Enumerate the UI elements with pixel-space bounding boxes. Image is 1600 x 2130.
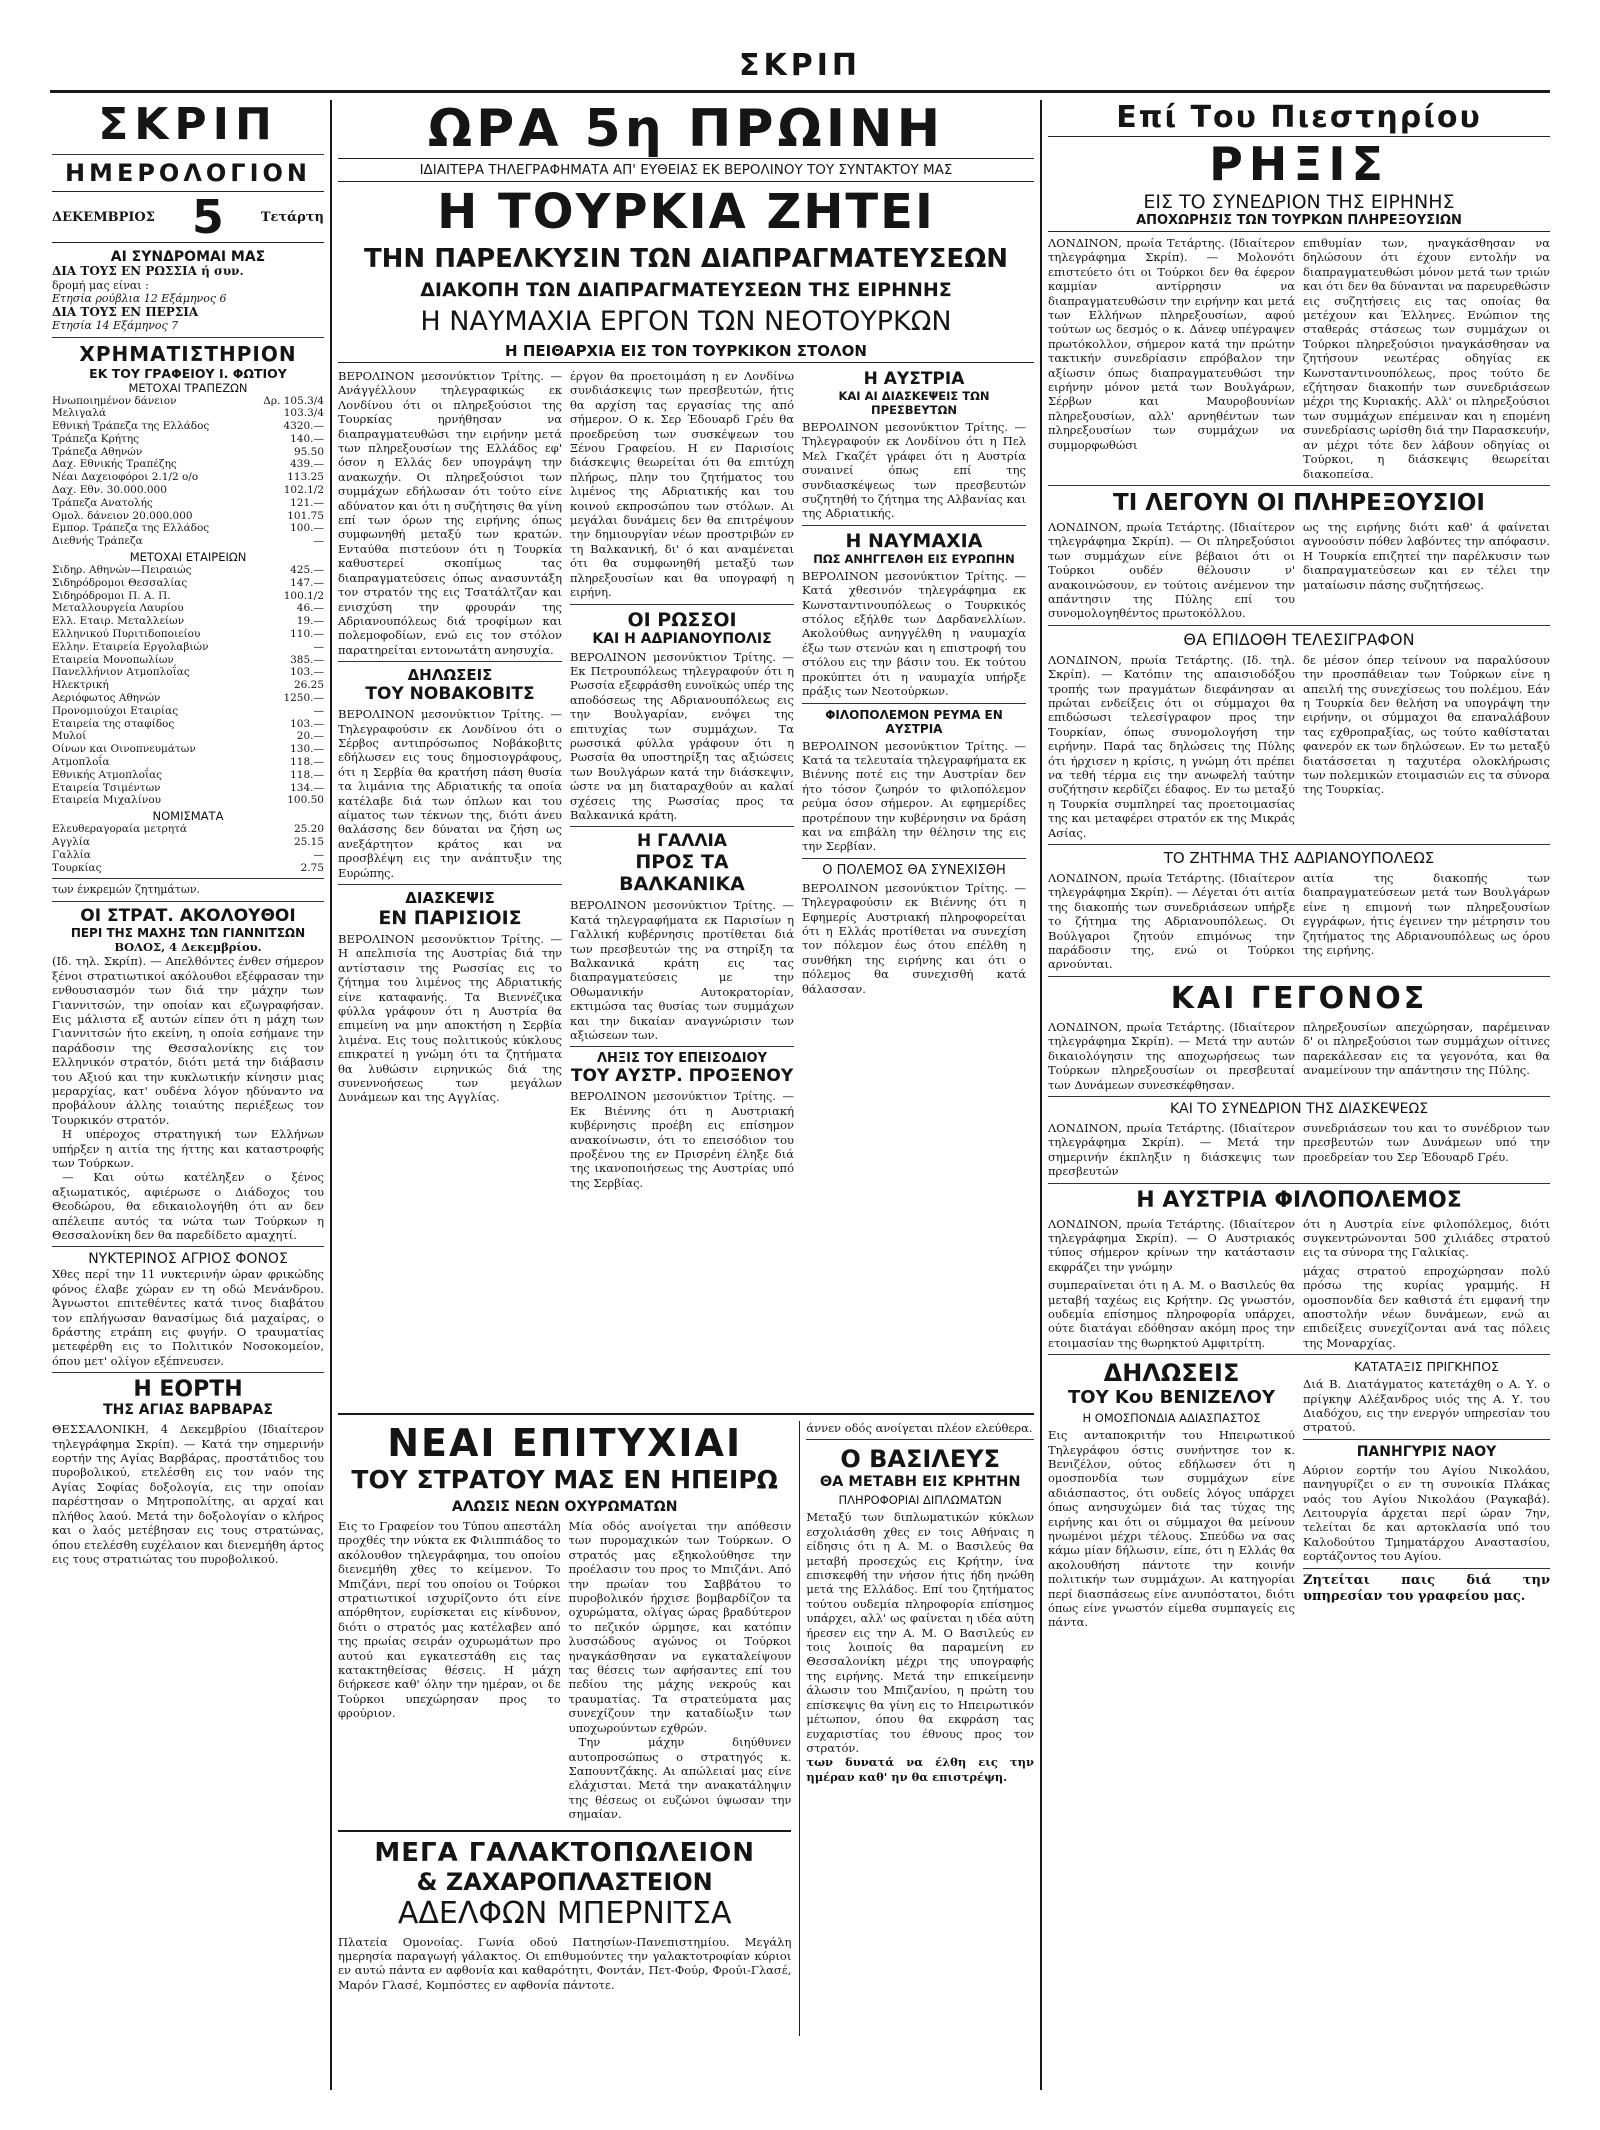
army-title: ΟΙ ΣΤΡΑΤ. ΑΚΟΛΟΥΘΟΙ [80, 905, 296, 926]
table-row: Διεθνής Τράπεζα — [52, 535, 324, 548]
headline-turkey: Η ΤΟΥΡΚΙΑ ΖΗΤΕΙ [437, 184, 935, 240]
ad-body: Πλατεία Ομονοίας. Γωνία οδού Πατησίων-Πανεπιστημίου. Μεγάλη ημερησία παραγωγή γάλακτος. Οι επιθυμούντες την γαλακτοτροφίαν κύριοι εν αυτώ πάντα εν αφθονία και καθαρότητι, Φοντάν, Πετ-Φούρ, Φρούι-Γλασέ, Μαρόν Γλασέ, Κομπόστες εν αφθονία πάντοτε. [338, 1934, 792, 1992]
ultimatum-title: ΘΑ ΕΠΙΔΟΘΗ ΤΕΛΕΣΙΓΡΑΦΟΝ [1183, 629, 1415, 649]
exchange-banks-table [52, 395, 324, 549]
lead-body-1: ΒΕΡΟΛΙΝΟΝ μεσονύκτιον Τρίτης. — Ανάγγέλλουν τηλεγραφικώς εκ Λονδίνου ότι οι πληρεξούσιοι της Τουρκίας ηρνήθησαν να διαπραγματευθώσι την ειρήνην μετά των πληρεξουσίων της Ελλάδος εφ' όσον η Ελλάς δεν υπογράψη την ανακωχήν. Οι πληρεξούσιοι των συμμάχων εδήλωσαν ότι τούτο είνε αδύνατον και ότι η συζήτησις θα γίνη επί των όρων της ειρήνης όπως συμφωνηθή μεταξύ των κρατών. Ενταύθα πιστεύουν ότι η Τουρκία καθυστερεί σκοπίμως τας διαπραγματεύσεις όπως ανασυντάξη τον στρατόν της εις Τσατάλτζαν και ενισχύση την φρουράν της Αδριανουπόλεως διά τροφίμων και πολεμοφοδίων, ενώ εις τον στόλον παρατηρείται εντονωτάτη ανησυχία. [338, 369, 562, 657]
running-head: ΣΚΡΙΠ [739, 48, 861, 83]
table-row: Ηνωποιημένον δάνειον Δρ. 105.3/4 [52, 394, 324, 407]
calendar-title: ΗΜΕΡΟΛΟΓΙΟΝ [64, 159, 312, 187]
table-row: Τράπεζα Κρήτης 140.— [52, 432, 324, 445]
austria-warlike-body-3: συμπεραίνεται ότι η Α. Μ. ο Βασιλεύς θα μεταβή ταχέως εις Κρήτην. Ως γνωστόν, ουδεμία επίσημος πληροφορία υπάρχει, ούτε διατάγαι εδόθησαν ακόμη προς την ετοιμασίαν της θωρηκτού Αμφιτρίτη. [1048, 1278, 1295, 1350]
calendar-date [52, 191, 324, 243]
lower-right [1048, 1359, 1550, 1630]
exchange-office: ΕΚ ΤΟΥ ΓΡΑΦΕΙΟΥ Ι. ΦΩΤΙΟΥ [89, 365, 287, 381]
date-weekday: Τετάρτη [260, 209, 324, 225]
epirus-title: ΝΕΑΙ ΕΠΙΤΥΧΙΑΙ [387, 1421, 743, 1465]
naval-subtitle: ΠΩΣ ΑΝΗΓΓΕΛΘΗ ΕΙΣ ΕΥΡΩΠΗΝ [813, 551, 1015, 566]
main-subcolumn-2 [570, 369, 794, 1409]
headline-naval: Η ΝΑΥΜΑΧΙΑ ΕΡΓΟΝ ΤΩΝ ΝΕΟΤΟΥΡΚΩΝ [420, 306, 952, 337]
table-row: Ελλην. Εταιρεία Εργολαβιών — [52, 640, 324, 653]
main-subcolumns [338, 369, 1034, 1409]
subscriptions-persia-2: Ετησία 14 Εξάμηνος 7 [52, 319, 179, 332]
rupture-columns [1048, 236, 1550, 481]
epirus-rule [338, 1413, 1034, 1415]
russia-subtitle: ΚΑΙ Η ΑΔΡΙΑΝΟΥΠΟΛΙΣ [592, 630, 772, 647]
epirus-subtitle: ΑΛΩΣΙΣ ΝΕΩΝ ΟΧΥΡΩΜΑΤΩΝ [451, 1499, 678, 1515]
event-columns [1048, 1020, 1550, 1092]
consul-body: ΒΕΡΟΛΙΝΟΝ μεσονύκτιον Τρίτης. — Εκ Βιέννης ότι η Αυστριακή κυβέρνησις προέβη εις επίσημον ανακοίνωσιν, ότι το επεισόδιον του προξένου της εν Πρισρένη έληξε διά της ικανοποιήσεως της Αυστρίας υπό της Σερβίας. [570, 1089, 794, 1190]
adrianople-body-2: αιτία της διακοπής των διαπραγματεύσεων μετά των Βουλγάρων είνε η επιμονή των πληρεξουσίων εγγράφων, ήτις έγεινεν την μέτρησιν του ζητήματος της Αδριανουπόλεως ως όρου της ειρήνης. [1303, 871, 1550, 958]
table-row: Δαχ. Εθν. 30.000.000 102.1/2 [52, 484, 324, 497]
venizelos-body: Εις ανταποκριτήν του Ηπειρωτικού Τηλεγράφου όστις συνήντησε τον κ. Βενιζέλον, ούτος εδήλωσεν ότι η ομοσπονδία των συμμάχων είνε αδιάσπαστος, ότι ουδείς λόγος υπάρχει όπως ανησυχώμεν διά τας τύχας της ειρήνης και ότι οι σύμμαχοι θα μείνουν ηνωμένοι μέχρι τέλους. Σπεύδω να σας κάμω μίαν δήλωσιν, είπε, ότι η Ελλάς θα ακολουθήση πάντοτε την κοινήν πολιτικήν των συμμάχων. Αι κατηγορίαι περί διασπάσεως είνε ανυπόστατοι, διότι όπως είνε γνωστόν είμεθα συμπαγείς εις πάντα. [1048, 1428, 1295, 1630]
ultimatum-columns [1048, 653, 1550, 840]
table-row: Σιδηρ. Αθηνών—Πειραιώς 425.— [52, 564, 324, 577]
army-body: (Ιδ. τηλ. Σκρίπ). — Απελθόντες ένθεν σήμερον ξένοι στρατιωτικοί ακόλουθοι εξέφρασαν την ενθουσιασμόν των διά την μάχην των Γιαννιτσών, την οποίαν και εζωγραφήσαν. Εις μάλιστα εξ αυτών είπεν ότι η μάχη των Γιαννιτσών ήτο εκείνη, η οποία εσήμανε την παράδοσιν της Θεσσαλονίκης εις τον Ελληνικόν στρατόν, διότι μετά την διάβασιν του Αξιού και την κυκλωτικήν κίνησιν μιας μεραρχίας, κατ' ουδένα λόγον ηδύναντο να προβάλουν άλλης τοιαύτης περιέξεως τον Τουρκικόν στρατόν. [52, 954, 324, 1127]
plenipotentiaries-body-1: ΛΟΝΔΙΝΟΝ, πρωία Τετάρτης. (Ιδιαίτερον τηλεγράφημα Σκρίπ). — Οι πληρεξούσιοι των συμμάχων είνε βέβαιοι ότι οι Τούρκοι ουδέν θέλουσιν ν' ανακοινώσουν, εν τούτοις ανέμενον την απάντησιν της Πύλης επί του συνομολογηθέντος πρωτοκόλλου. [1048, 519, 1295, 621]
army-body-2: Η υπέροχος στρατηγική των Ελλήνων υπήρξεν η αιτία της ήττης και καταστροφής των Τούρκων. [52, 1127, 324, 1170]
footer-notice: Ζητείται παις διά την υπηρεσίαν του γραφείου μας. [1303, 1572, 1550, 1604]
venizelos-block [1048, 1359, 1295, 1630]
king-subtitle: ΠΛΗΡΟΦΟΡΙΑΙ ΔΙΠΛΩΜΑΤΩΝ [838, 1493, 1002, 1508]
notices-block [1303, 1359, 1550, 1630]
austria-warlike-body-4: μάχας στρατού επροχώρησαν πολύ πρόσω της κυρίας γραμμής. Η ομοσπονδία δεν καθιστά έτι εμφανή την αποστολήν νέων δυνάμεων, ενώ αι επιδείξεις συνεχίζονται ανά τας πόλεις της Μοναρχίας. [1303, 1263, 1550, 1350]
adrianople-body-1: ΛΟΝΔΙΝΟΝ, πρωία Τετάρτης. (Ιδιαίτερον τηλεγράφημα Σκρίπ). — Λέγεται ότι αιτία της διακοπής των συνεδριάσεων υπήρξε το ζήτημα της Αδριανουπόλεως. Οι Βούλγαροι ζητούν επιμόνως την παράδοσιν της, ενώ οι Τούρκοι αρνούνται. [1048, 871, 1295, 972]
plenipotentiaries-title: ΤΙ ΛΕΓΟΥΝ ΟΙ ΠΛΗΡΕΞΟΥΣΙΟΙ [1113, 489, 1485, 516]
epirus-body-2: Μία οδός ανοίγεται την απόθεσιν των πυρομαχικών των Τούρκων. Ο στρατός μας εξηκολούθησε την προέλασιν του προς το Μπιζάνι. Από την πρωίαν του Σαββάτου το πυροβολικόν ήρχισε βομβαρδίζον τα οχυρώματα, ολίγας ώρας βραδύτερον το πεζικόν ώρμησε, και κατόπιν λυσσώδους αγώνος οι Τούρκοι ηναγκάσθησαν να εγκαταλείψουν τας θέσεις των αφήσαντες επί του πεδίου της μάχης νεκρούς και τραυματίας. Τα στρατεύματα μας συνεχίζουν την καταδίωξιν των υποχωρούντων εχθρών. [568, 1519, 792, 1735]
paris-title: ΔΙΑΣΚΕΨΙΣ [405, 889, 495, 907]
feast-body: ΘΕΣΣΑΛΟΝΙΚΗ, 4 Δεκεμβρίου (Ιδιαίτερον τηλεγράφημα Σκρίπ). — Κατά την σημερινήν εορτήν της Αγίας Βαρβάρας, προστάτιδος του πυροβολικού, ετελέσθη εις τον ναόν της Αγίας Σοφίας δοξολογία, εις την οποίαν παρέστησαν ο Μητροπολίτης, αι αρχαί και πλήθος λαού. Μετά την δοξολογίαν ο κλήρος και ο λαός μετέβησαν εις τους στρατώνας, όπου ετελέσθη ευχέλαιον και διενεμήθη άρτος εις τους στρατιώτας του πυροβολικού. [52, 1422, 324, 1566]
subscriptions-title: ΑΙ ΣΥΝΔΡΟΜΑΙ ΜΑΣ [110, 249, 266, 265]
russia-body: ΒΕΡΟΛΙΝΟΝ μεσονύκτιον Τρίτης. — Εκ Πετρουπόλεως τηλεγραφούν ότι η Ρωσσία εξεφράσθη ευνοϊκώς υπέρ της αποδόσεως της Αδριανουπόλεως εις την Βουλγαρίαν, ενόψει της επιτυχίας των συμμάχων. Τα ρωσσικά φύλλα γράφουν ότι η Ρωσσία θα υποστηρίξη τας αξιώσεις των Βουλγάρων κατά την διάσκεψιν, ώστε να μη διαταραχθούν αι καλαί σχέσεις της Ρωσσίας προς τα Βαλκανικά κράτη. [570, 649, 794, 822]
table-row: Νέαι Δαχειοφόροι 2.1/2 ο/ο 113.25 [52, 471, 324, 484]
table-row: Προνομιούχοι Εταιρίας — [52, 704, 324, 717]
table-row: Μελιγαλά 103.3/4 [52, 407, 324, 420]
venizelos-title: ΔΗΛΩΣΕΙΣ [1103, 1359, 1240, 1388]
ad-rule [338, 1830, 791, 1832]
table-row: Εταιρεία Μιχαλίνου 100.50 [52, 794, 324, 807]
table-row: Αεριόφωτος Αθηνών 1250.— [52, 692, 324, 705]
france-title: Η ΓΑΛΛΙΑ [637, 831, 727, 852]
exchange-banks-title: ΜΕΤΟΧΑΙ ΤΡΑΠΕΖΩΝ [128, 380, 248, 395]
france-subtitle: ΠΡΟΣ ΤΑ ΒΑΛΚΑΝΙΚΑ [619, 851, 745, 896]
feast-title: Η ΕΟΡΤΗ [133, 1377, 243, 1403]
table-row: Εταιρεία Μονοπωλίων 385.— [52, 653, 324, 666]
top-rule [50, 90, 1550, 93]
subscriptions-russia-3: Ετησία ρούβλια 12 Εξάμηνος 6 [52, 292, 227, 305]
table-row: Σιδηρόδρομοι Π. Α. Π. 100.1/2 [52, 589, 324, 602]
exchange-companies-table [52, 564, 324, 807]
exchange-currency-table [52, 823, 324, 874]
epirus-column-2 [569, 1519, 792, 1822]
headline-break: ΔΙΑΚΟΠΗ ΤΩΝ ΔΙΑΠΡΑΓΜΑΤΕΥΣΕΩΝ ΤΗΣ ΕΙΡΗΝΗΣ [420, 279, 952, 301]
plenipotentiaries-body-2: ως της ειρήνης διότι καθ' ά φαίνεται αγνοούσιν πόθεν λαβόντες την απόφασιν. Η Τουρκία επιζητεί την παρέλκυσιν των διαπραγματεύσεων και εν τέλει την ματαίωσιν πάσης συζητήσεως. [1303, 519, 1550, 592]
war-continue-body: ΒΕΡΟΛΙΝΟΝ μεσονύκτιον Τρίτης. — Τηλεγραφούσιν εκ Βιέννης ότι η Εφημερίς Αυστριακή πληροφορείται ότι η Ελλάς προτίθεται να συνεχίση τον πόλεμον έως ότου επέλθη η συνθήκη της ειρήνης και ότι ο πόλεμος θα συνεχισθή κατά θάλασσαν. [802, 880, 1026, 996]
venizelos-subtitle: ΤΟΥ Κου ΒΕΝΙΖΕΛΟΥ [1067, 1387, 1275, 1409]
prince-title: ΚΑΤΑΤΑΞΙΣ ΠΡΙΓΚΗΠΟΣ [1354, 1359, 1499, 1375]
main-subcolumn-1 [338, 369, 562, 1409]
headline-delay: ΤΗΝ ΠΑΡΕΛΚΥΣΙΝ ΤΩΝ ΔΙΑΠΡΑΓΜΑΤΕΥΣΕΩΝ [363, 244, 1009, 274]
prince-body: Διά Β. Διατάγματος κατετάχθη ο Α. Υ. ο πρίγκηψ Αλέξανδρος υιός της Α. Υ. του Διαδόχου, εις την ενεργόν υπηρεσίαν του στρατού. [1303, 1377, 1550, 1435]
exchange-currency-title: ΝΟΜΙΣΜΑΤΑ [152, 809, 224, 824]
table-row: Ηλεκτρική 26.25 [52, 679, 324, 692]
table-row: Αγγλία 25.15 [52, 836, 324, 848]
france-body: ΒΕΡΟΛΙΝΟΝ μεσονύκτιον Τρίτης. — Κατά τηλεγραφήματα εκ Παρισίων η Γαλλική κυβέρνησις προτίθεται διά των πρεσβευτών της να στηρίξη τα Βαλκανικά κράτη εις τας διαπραγματεύσεις με την Οθωμανικήν Αυτοκρατορίαν, εκτιμώσα τας θυσίας των συμμάχων και την δικαίαν αναγνώρισιν των αξιώσεων των. [570, 898, 794, 1043]
subscriptions-persia: ΔΙΑ ΤΟΥΣ ΕΝ ΠΕΡΣΙΑ [52, 304, 199, 319]
austria-body: ΒΕΡΟΛΙΝΟΝ μεσονύκτιον Τρίτης. — Τηλεγραφούν εκ Λονδίνου ότι η Πελ Μελ Γκαζέτ γράφει ότι η Αυστρία συναινεί όπως επί της συνδιασκέψεως των πρεσβευτών συζητηθή το ζήτημα της Αλβανίας και της Αδριατικής. [802, 420, 1026, 521]
ad-block [338, 1838, 791, 1993]
table-row: Τράπεζα Ανατολής 121.— [52, 496, 324, 509]
king-pre: άννεν οδός ανοίγεται πλέον ελεύθερα. [806, 1421, 1033, 1435]
venizelos-subtitle-2: Η ΟΜΟΣΠΟΝΔΙΑ ΑΔΙΑΣΠΑΣΤΟΣ [1082, 1411, 1261, 1426]
conference-title: ΚΑΙ ΤΟ ΣΥΝΕΔΡΙΟΝ ΤΗΣ ΔΙΑΣΚΕΨΕΩΣ [1169, 1100, 1429, 1117]
ultimatum-body-1: ΛΟΝΔΙΝΟΝ, πρωία Τετάρτης. (Ιδ. τηλ. Σκρίπ). — Κατόπιν της απαισιοδόξου τροπής των πραγμάτων διεφάνησαν αι πρώται ενδείξεις ότι οι σύμμαχοι θα επιδώσωσι τελεσίγραφον προς την Τουρκίαν, όπως συνομολογήση την ειρήνην. Παρά τας δηλώσεις της Πύλης ότι ήρχισεν η κρίσις, η γνώμη ότι πρέπει να τεθή τέρμα εις την ανωφελή ταύτην συζήτησιν κερδίζει έδαφος. Εν τω μεταξύ η Τουρκία συμπληρεί τας προετοιμασίας της και μεταφέρει στρατόν εκ της Μικράς Ασίας. [1048, 652, 1295, 840]
date-day: 5 [191, 190, 224, 244]
army-subtitle: ΠΕΡΙ ΤΗΣ ΜΑΧΗΣ ΤΩΝ ΓΙΑΝΝΙΤΣΩΝ [70, 925, 306, 940]
table-row: Εταιρεία Τσιμέντων 134.— [52, 781, 324, 794]
table-row: Ελλ. Εταιρ. Μεταλλείων 19.— [52, 615, 324, 628]
left-logo: ΣΚΡΙΠ [98, 100, 278, 150]
lead-body-2: έργον θα προετοιμάση η εν Λονδίνω συνδιάσκεψις των πρεσβευτών, ήτις θα αρχίση τας εργασίας της από σήμερον. Ο κ. Σερ Έδουαρδ Γρέυ θα προεδρεύση των συσκέψεων του Ξένου Γραφείου. Η εν Παρισίοις διάσκεψις θεωρείται ότι θα επιτύχη πλήρως, πλην του ζητήματος του λιμένος της Αδριατικής και του κοινού εκπροσώπου των στόλων. Αι μεγάλαι δυνάμεις δεν θα επιτρέψουν την δημιουργίαν νέων προστριβών εν τη Βαλκανική, δι' ό και αναμένεται ότι θα συμφωνηθή μεταξύ των πληρεξουσίων και θα υπογραφή η ειρήνη. [570, 369, 794, 600]
ultimatum-body-2: δε μέσον όπερ τείνουν να παραλύσουν την προσπάθειαν των Τούρκων είνε η απειλή της συνεχίσεως του πολέμου. Εάν η Τουρκία δεν θελήση να υπογράψη την ειρήνην, οι σύμμαχοι θα επαναλάβουν τας εχθροπραξίας, ως τούτο καθίσταται φανερόν εκ των δηλώσεων. Εν τω μεταξύ διατάσσεται η ταχυτέρα ολοκλήρωσις των πολεμικών ετοιμασιών εις τα σύνορα της Τουρκίας. [1303, 652, 1550, 797]
conference-body-2: συνεδριάσεων του και το συνέδριον των πρεσβευτών των Δυνάμεων υπό την προεδρείαν του Σερ Έδουαρδ Γρέυ. [1303, 1120, 1550, 1164]
headline-discipline: Η ΠΕΙΘΑΡΧΙΑ ΕΙΣ ΤΟΝ ΤΟΥΡΚΙΚΟΝ ΣΤΟΛΟΝ [338, 340, 1034, 363]
table-row: Ελληνικού Πυριτιδοποιείου 110.— [52, 628, 324, 641]
column-rule-1 [330, 100, 332, 2090]
feast-subtitle: ΤΗΣ ΑΓΙΑΣ ΒΑΡΒΑΡΑΣ [103, 1402, 273, 1419]
table-row: Τουρκίας 2.75 [52, 861, 324, 874]
banner-headline: ΩΡΑ 5η ΠΡΩΙΝΗ [427, 100, 945, 159]
epirus-block [338, 1421, 791, 2036]
rupture-subtitle-2: ΑΠΟΧΩΡΗΣΙΣ ΤΩΝ ΤΟΥΡΚΩΝ ΠΛΗΡΕΞΟΥΣΙΩΝ [1048, 213, 1550, 232]
army-body-3: — Και ούτω κατέληξεν ο ξένος αξιωματικός, αφιέρωσε ο Διάδοχος του Θεοδώρου, θα εδικαιολογήθη ότι αν δεν απέλειπε αυτός τα νώτα των Τούρκων η Θεσσαλονίκη δεν θα παρεδίδετο αμαχητί. [52, 1170, 324, 1243]
austria-warlike-body-2: ότι η Αυστρία είνε φιλοπόλεμος, διότι συγκεντρώνονται 500 χιλιάδες στρατού εις τα σύνορα της Γαλικίας. [1303, 1216, 1550, 1260]
table-row: Εθνικής Ατμοπλοΐας 118.— [52, 768, 324, 781]
exchange-companies-title: ΜΕΤΟΧΑΙ ΕΤΑΙΡΕΙΩΝ [129, 550, 247, 565]
table-row: Γαλλία — [52, 848, 324, 861]
adrianople-title: ΤΟ ΖΗΤΗΜΑ ΤΗΣ ΑΔΡΙΑΝΟΥΠΟΛΕΩΣ [1163, 849, 1435, 868]
main-subcolumn-3 [802, 369, 1026, 1409]
event-title: ΚΑΙ ΓΕΓΟΝΟΣ [1170, 980, 1428, 1016]
murder-body: Χθες περί την 11 νυκτερινήν ώραν φρικώδης φόνος έλαβε χώραν εν τη οδώ Μενάνδρου. Άγνωστοι επιτεθέντες κατά τινος διαβάτου τον επλήγωσαν θανασίμως διά μαχαίρας, ο δράστης ετράπη εις φυγήν. Ο τραυματίας μετεφέρθη εις το Πολιτικόν Νοσοκομείον, όπου μετ' ολίγον εξέπνευσεν. [52, 1267, 324, 1368]
epirus-body-1: Εις το Γραφείον του Τύπου απεστάλη προχθές την νύκτα εκ Φιλιππιάδος το ακόλουθον τηλεγράφημα, του οποίου διενεμήθη χθες το κείμενον. Το Μπιζάνι, περί του οποίου οι Τούρκοι στρατιωτικοί ισχυρίζοντο ότι είνε απόρθητον, ευρίσκεται εις κίνδυνον, διότι ο στρατός μας κατέλαβεν από της πρωίας σειράν οχυρωμάτων προ αυτού και εγκατεστάθη εις τας κατακτηθείσας θέσεις. Η μάχη διήρκεσε καθ' όλην την ημέραν, οι δε Τούρκοι υπεχώρησαν προς το φρούριον. [338, 1519, 561, 1721]
conference-body-1: ΛΟΝΔΙΝΟΝ, πρωία Τετάρτης. (Ιδιαίτερον τηλεγράφημα Σκρίπ). — Μετά την σημερινήν έκπληξιν η διάσκεψις των πρεσβευτών [1048, 1120, 1295, 1179]
table-row: Πανελλήνιον Ατμοπλοΐας 103.— [52, 666, 324, 679]
epirus-body-3: Την μάχην διηύθυνεν αυτοπροσώπως ο στρατηγός κ. Σαπουντζάκης. Αι απώλειαί μας είνε ελάχισται. Μετά την ανακατάληψιν της θέσεως οι ευζώνοι ύψωσαν την σημαίαν. [568, 1735, 792, 1822]
king-title: Ο ΒΑΣΙΛΕΥΣ [840, 1445, 1001, 1474]
murder-title: ΝΥΚΤΕΡΙΝΟΣ ΑΓΡΙΟΣ ΦΟΝΟΣ [88, 1251, 288, 1268]
church-title: ΠΑΝΗΓΥΡΙΣ ΝΑΟΥ [1356, 1443, 1497, 1460]
table-row: Μεταλλουργεία Λαυρίου 46.— [52, 602, 324, 615]
event-body-2: πληρεξουσίων απεχώρησαν, παρέμειναν δ' οι πληρεξούσιοι των συμμάχων οίτινες παρεκάλεσαν εις τα γεγονότα, και θα αναμείνουν την απάντησιν της Πύλης. [1303, 1019, 1550, 1078]
austria-subtitle: ΚΑΙ ΑΙ ΔΙΑΣΚΕΨΕΙΣ ΤΩΝ ΠΡΕΣΒΕΥΤΩΝ [838, 389, 990, 417]
table-row: Εταιρεία της σταφίδος 103.— [52, 717, 324, 730]
ad-line-2: & ΖΑΧΑΡΟΠΛΑΣΤΕΙΟΝ [416, 1867, 713, 1896]
table-row: Εμπορ. Τράπεζα της Ελλάδος 100.— [52, 522, 324, 535]
table-row: Ομολ. δάνειον 20.000.000 101.75 [52, 509, 324, 522]
table-row: Σιδηρόδρομοι Θεσσαλίας 147.— [52, 576, 324, 589]
church-body: Αύριον εορτήν του Αγίου Νικολάου, πανηγυρίζει ο εν τη συνοικία Πλάκας ναός του Αγίου Νικολάου (Ραγκαβά). Λειτουργία άρχεται περί ώραν 7ην, τελείται δε και αρτοκλασία υπό του Καλοδούτου Τμηματάρχου Αναστασίου, εορτάζοντος του Αγίου. [1303, 1462, 1550, 1564]
austria-warlike-column-1 [1048, 1217, 1295, 1351]
king-body: Μεταξύ των διπλωματικών κύκλων εσχολιάσθη χθες εν τοις Αθήναις η είδησις ότι η Α. Μ. ο Βασιλεύς θα μεταβή προσεχώς εις Κρήτην, ίνα επισκεφθή την νήσον ήτις ήδη ηνώθη μετά της Ελλάδος. Επί του ζητήματος τούτου ουδεμία πληροφορία επίσημος υπάρχει, αλλ' ως φαίνεται η ιδέα αύτη ήρεσεν εις την Α. Μ. Ο Βασιλεύς εν τοις λοιποίς θα παραμείνη εν Θεσσαλονίκη μέχρι της υπογραφής της ειρήνης. Μετά την επικείμενην άλωσιν του Μπιζανίου, η πρώτη του επίσκεψις θα γίνη εις το Ηπειρωτικόν μέτωπον, όπου θα εκφράση τας ευχαριστίας του έθνους προς τον στρατόν. [806, 1510, 1034, 1755]
king-block [799, 1421, 1034, 2036]
press-banner: Επί Του Πιεστηρίου [1048, 100, 1550, 137]
table-row: Εθνική Τράπεζα της Ελλάδος 4320.— [52, 420, 324, 433]
main-section [338, 100, 1034, 2090]
novakovic-body: ΒΕΡΟΛΙΝΟΝ μεσονύκτιον Τρίτης. — Τηλεγραφούσιν εκ Λονδίνου ότι ο Σέρβος αντιπρόσωπος Νοβάκοβιτς εδήλωσεν εις τους δημοσιογράφους, ότι η Σερβία θα κρατήση πάση θυσία τα λιμάνια της Αδριατικής τα οποία κατέλαβε διά των όπλων και του αίματος των τέκνων της, διότι άνευ θαλάσσης δεν δύναται να ζήση ως ανεξάρτητον κράτος και να προσβλέψη εις την ανάπτυξιν της Ευρώπης. [338, 707, 562, 880]
naval-title: Η ΝΑΥΜΑΧΙΑ [845, 529, 983, 552]
table-row: Τράπεζα Αθηνών 95.50 [52, 445, 324, 458]
paris-subtitle: ΕΝ ΠΑΡΙΣΙΟΙΣ [378, 907, 522, 929]
date-month: ΔΕΚΕΜΒΡΙΟΣ [52, 209, 155, 225]
table-row: Οίνων και Οινοπνευμάτων 130.— [52, 743, 324, 756]
plenipotentiaries-columns [1048, 520, 1550, 621]
austria-title: Η ΑΥΣΤΡΙΑ [863, 369, 965, 389]
russia-title: ΟΙ ΡΩΣΣΟΙ [627, 608, 737, 631]
paris-body: ΒΕΡΟΛΙΝΟΝ μεσονύκτιον Τρίτης. — Η απελπισία της Αυστρίας διά την αντίστασιν της Ρωσσίας εις το ζήτημα του λιμένος της Αδριατικής είνε καταφανής. Τα Βιεννέζικα φύλλα γράφουν ότι η Αυστρία θα επιμείνη να μην αποκτήση η Σερβία λιμένα. Εις τους πολιτικούς κύκλους επικρατεί η γνώμη ότι τα ζητήματα θα λυθώσιν ειρηνικώς διά της συνεννοήσεως των μεγάλων Δυνάμεων και της Αγγλίας. [338, 932, 562, 1105]
rupture-subtitle: ΕΙΣ ΤΟ ΣΥΝΕΔΡΙΟΝ ΤΗΣ ΕΙΡΗΝΗΣ [1143, 191, 1455, 213]
austria-warlike-body-1: ΛΟΝΔΙΝΟΝ, πρωία Τετάρτης. (Ιδιαίτερον τηλεγράφημα Σκρίπ). — Ο Αυστριακός τύπος σήμερον κρίνων την κατάστασιν εκφράζει την γνώμην [1048, 1216, 1295, 1274]
table-row: Ατμοπλοΐα 118.— [52, 756, 324, 769]
austria-warlike-column-2 [1303, 1217, 1550, 1351]
exchange-note: των ένκρεμών ζητημάτων. [52, 883, 201, 897]
lower-center [338, 1421, 1034, 2036]
rupture-body-1: ΛΟΝΔΙΝΟΝ, πρωία Τετάρτης. (Ιδιαίτερον τηλεγράφημα Σκρίπ). — Μολονότι επιστεύετο ότι οι Τούρκοι δεν θα έφερον καμμίαν αντίρρησιν να διαπραγματευθώσιν την ειρήνην και μετά των Ελλήνων πληρεξουσίων, αφού τούτων ως δεσμός ο κ. Δάνεφ υπέγραψεν πρωτόκολλον, σήμερον κατά την πρώτην τακτικήν συνεδρίασιν επρόβαλον την αξίωσιν όπως διαπραγματευθώσι την ειρήνην μόνον μετά των Βουλγάρων, Σέρβων και Μαυροβουνίων πληρεξουσίων, αλλ' αρνηθέντων των πληρεξουσίων των συμμάχων να συμμορφωθώσι [1048, 236, 1295, 452]
subscriptions-russia: ΔΙΑ ΤΟΥΣ ΕΝ ΡΩΣΣΙΑ ή συν. [52, 264, 244, 278]
event-body-1: ΛΟΝΔΙΝΟΝ, πρωία Τετάρτης. (Ιδιαίτερον τηλεγράφημα Σκρίπ). — Μετά την αυτών δικαιολόγησιν της αποχωρήσεως των Τούρκων πληρεξουσίων οι πρεσβευταί των Δυνάμεων συνεσκέφθησαν. [1048, 1019, 1295, 1092]
army-dateline: ΒΟΛΟΣ, 4 Δεκεμβρίου. [114, 939, 262, 954]
naval-body: ΒΕΡΟΛΙΝΟΝ μεσονύκτιον Τρίτης. — Κατά χθεσινόν τηλεγράφημα εκ Κωνσταντινουπόλεως ο Τουρκικός στόλος εξήλθε των Δαρδανελλίων. Ακολούθως ανηγγέλθη η ναυμαχία έξω των στενών και η επιστροφή του στόλου εις την βάσιν του. Εκ τούτου προκύπτει ότι η ναυμαχία υπήρξε πράξις των Νεοτούρκων. [802, 568, 1026, 699]
rupture-body-2: επιθυμίαν των, ηναγκάσθησαν να δηλώσουν ότι έχουν εντολήν να διαπραγματευθώσι μόνον μετά των τριών και ότι δεν θα δύνανται να παρευρεθώσιν εις συζητήσεις εις τας οποίας θα μετέχουν και Έλληνες. Ενώπιον της σταθεράς στάσεως των συμμάχων οι Τούρκοι πληρεξούσιοι ηναγκάσθησαν να ζητήσουν νεωτέρας οδηγίας εκ Κωνσταντινουπόλεως, προς τούτο δε εζήτησαν διακοπήν των συνεδριάσεων μέχρι της Κυριακής. Αλλ' οι πληρεξούσιοι των συμμάχων επέμειναν και η επομένη συνεδρίασις ωρίσθη διά την Παρασκευήν, αν μέχρι τότε δεν λάβουν οδηγίας οι Τούρκοι, η διάσκεψις θεωρείται διακοπείσα. [1303, 236, 1550, 481]
table-row: Μυλοί 20.— [52, 730, 324, 743]
war-continue-title: Ο ΠΟΛΕΜΟΣ ΘΑ ΣΥΝΕΧΙΣΘΗ [822, 862, 1006, 878]
epirus-title-2: ΤΟΥ ΣΤΡΑΤΟΥ ΜΑΣ ΕΝ ΗΠΕΙΡΩ [351, 1465, 778, 1494]
war-austria-body: ΒΕΡΟΛΙΝΟΝ μεσονύκτιον Τρίτης. — Κατά τα τελευταία τηλεγραφήματα εκ Βιέννης ποτέ εις την Αυστρίαν δεν ήτο τόσον ζωηρόν το φιλοπόλεμον ρεύμα όσον σήμερον. Αι εφημερίδες προτρέπουν την κυβέρνησιν να δράση και να επιβάλη την θέλησιν της εις την Σερβίαν. [802, 738, 1026, 854]
left-column [52, 100, 324, 2090]
rupture-title: ΡΗΞΙΣ [1209, 137, 1389, 191]
king-title-2: ΘΑ ΜΕΤΑΒΗ ΕΙΣ ΚΡΗΤΗΝ [819, 1474, 1021, 1491]
ad-line-3: ΑΔΕΛΦΩΝ ΜΠΕΡΝΙΤΣΑ [397, 1895, 732, 1931]
right-column [1048, 100, 1550, 2090]
novakovic-subtitle: ΤΟΥ ΝΟΒΑΚΟΒΙΤΣ [365, 684, 535, 705]
consul-subtitle: ΤΟΥ ΑΥΣΤΡ. ΠΡΟΞΕΝΟΥ [570, 1066, 794, 1087]
banner-subheadline: ΙΔΙΑΙΤΕΡΑ ΤΗΛΕΓΡΑΦΗΜΑΤΑ ΑΠ' ΕΥΘΕΙΑΣ ΕΚ ΒΕΡΟΛΙΝΟΥ ΤΟΥ ΣΥΝΤΑΚΤΟΥ ΜΑΣ [338, 158, 1034, 182]
epirus-columns [338, 1519, 791, 1822]
king-tail: των δυνατά να έλθη εις την ημέραν καθ' ην θα επιστρέψη. [806, 1755, 1034, 1784]
novakovic-title: ΔΗΛΩΣΕΙΣ [407, 666, 493, 685]
austria-warlike-columns [1048, 1217, 1550, 1351]
exchange-title: ΧΡΗΜΑΤΙΣΤΗΡΙΟΝ [79, 341, 297, 366]
consul-title: ΛΗΞΙΣ ΤΟΥ ΕΠΕΙΣΟΔΙΟΥ [596, 1051, 768, 1067]
column-rule-2 [1040, 100, 1042, 2090]
austria-warlike-title: Η ΑΥΣΤΡΙΑ ΦΙΛΟΠΟΛΕΜΟΣ [1136, 1187, 1462, 1213]
table-row: Δαχ. Εθνικής Τραπέζης 439.— [52, 458, 324, 471]
table-row: Ελευθεραγοραία μετρητά 25.20 [52, 823, 324, 836]
ad-line-1: ΜΕΓΑ ΓΑΛΑΚΤΟΠΩΛΕΙΟΝ [374, 1837, 755, 1868]
adrianople-columns [1048, 871, 1550, 972]
conference-columns [1048, 1121, 1550, 1179]
war-austria-title: ΦΙΛΟΠΟΛΕΜΟΝ ΡΕΥΜΑ ΕΝ ΑΥΣΤΡΙΑ [825, 707, 1003, 736]
subscriptions-russia-2: δρομή μας είναι : [52, 278, 149, 292]
